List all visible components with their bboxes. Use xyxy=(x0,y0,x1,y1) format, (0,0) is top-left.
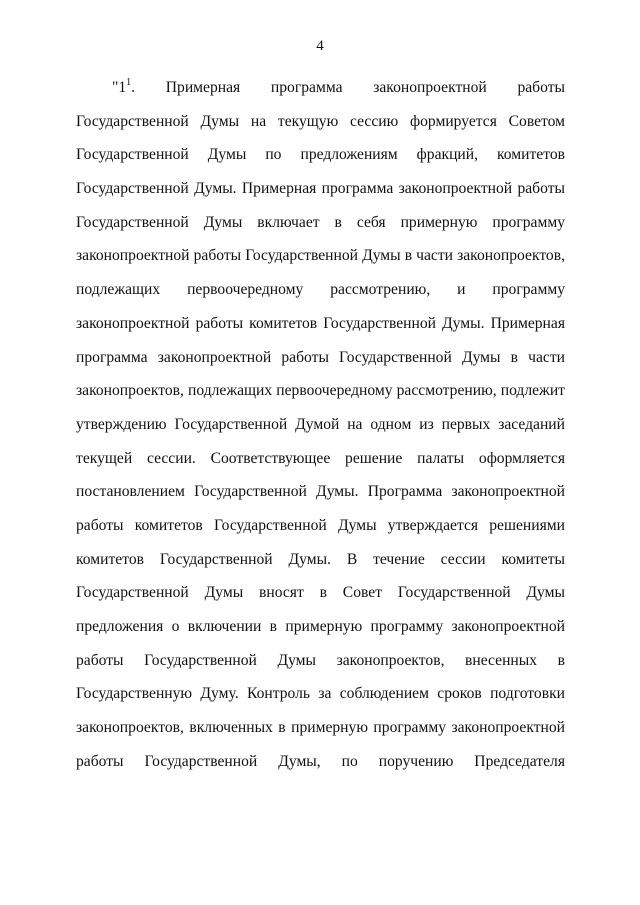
text-line-12: текущей сессии. Соответствующее решение палаты оформляется xyxy=(76,449,565,467)
superscript-index: 1 xyxy=(126,76,132,88)
text-line-15: комитетов Государственной Думы. В течение сессии комитеты xyxy=(76,550,565,568)
text-line-1 xyxy=(76,78,565,112)
text-line-10: законопроектов, подлежащих первоочередному рассмотрению, подлежит xyxy=(76,382,565,400)
first-line-text: . Примерная программа законопроектной работы xyxy=(131,79,565,96)
paragraph-text xyxy=(76,78,565,785)
text-line-4: Государственной Думы. Примерная программа законопроектной работы xyxy=(76,180,565,198)
text-line-6: законопроектной работы Государственной Думы в части законопроектов, xyxy=(76,247,565,265)
text-line-8: законопроектной работы комитетов Государственной Думы. Примерная xyxy=(76,314,565,332)
text-line-20: законопроектов, включенных в примерную программу законопроектной xyxy=(76,719,565,737)
text-line-11: утверждению Государственной Думой на одном из первых заседаний xyxy=(76,415,565,433)
text-line-2: Государственной Думы на текущую сессию формируется Советом xyxy=(76,112,565,130)
text-line-18: работы Государственной Думы законопроектов, внесенных в xyxy=(76,651,565,669)
text-line-14: работы комитетов Государственной Думы утверждается решениями xyxy=(76,516,565,534)
text-line-21: работы Государственной Думы, по поручению Председателя xyxy=(76,752,565,770)
text-line-3: Государственной Думы по предложениям фракций, комитетов xyxy=(76,146,565,164)
text-line-9: программа законопроектной работы Государственной Думы в части xyxy=(76,348,565,366)
text-line-16: Государственной Думы вносят в Совет Государственной Думы xyxy=(76,584,565,602)
text-line-5: Государственной Думы включает в себя примерную программу xyxy=(76,213,565,231)
page-number: 4 xyxy=(316,38,324,54)
text-line-17: предложения о включении в примерную программу законопроектной xyxy=(76,618,565,635)
text-line-13: постановлением Государственной Думы. Программа законопроектной xyxy=(76,483,565,501)
opening-quote-number: "1 xyxy=(112,79,127,96)
text-line-19: Государственную Думу. Контроль за соблюдением сроков подготовки xyxy=(76,685,565,703)
text-line-7: подлежащих первоочередному рассмотрению, и программу xyxy=(76,281,565,299)
